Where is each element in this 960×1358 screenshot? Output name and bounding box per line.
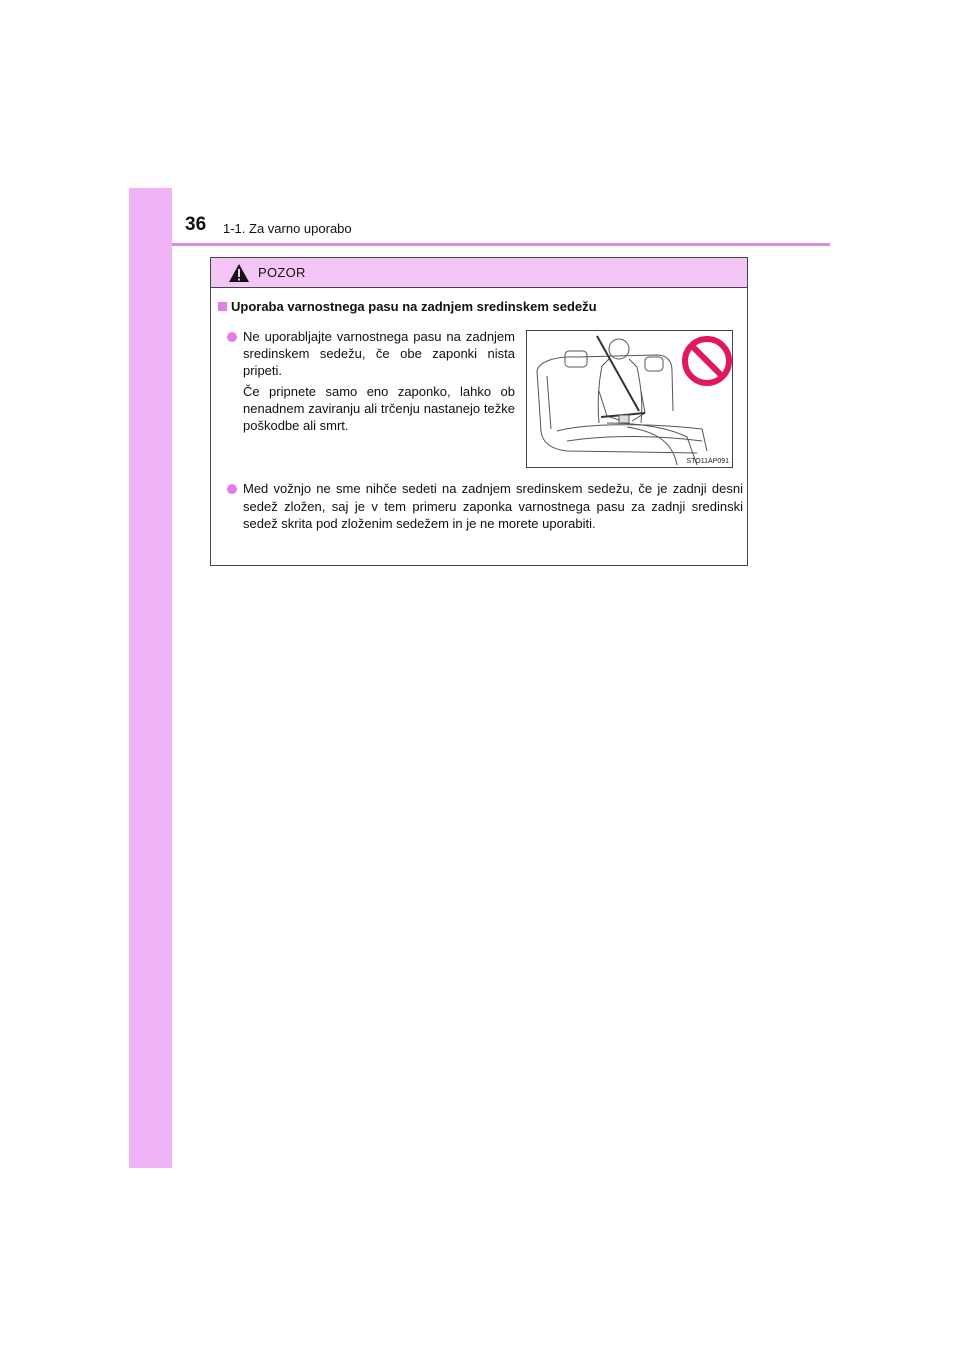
rear-seat-passenger-illustration [527, 331, 732, 467]
bullet-text: Ne uporabljajte varnostnega pasu na zadnjem sredinskem sedežu, če obe zaponki nista pripeti. [243, 329, 515, 378]
seatbelt-illustration [526, 330, 733, 468]
bullet-item [227, 480, 743, 533]
sidebar-tab [129, 188, 172, 1168]
bullet-item [227, 328, 515, 438]
caution-header [211, 258, 747, 288]
bullet-dot-icon [227, 484, 237, 494]
section-title: 1-1. Za varno uporabo [223, 221, 352, 236]
subheading-text: Uporaba varnostnega pasu na zadnjem sredinskem sedežu [231, 299, 597, 314]
square-bullet-icon [218, 302, 227, 311]
bullet-text: Med vožnjo ne sme nihče sedeti na zadnjem sredinskem sedežu, če je zadnji desni sedež zložen, saj je v tem primeru zaponka varnostnega pasu za zadnji sredinski sedež skrita pod zloženim sedežem in je ne morete uporabiti. [243, 481, 743, 531]
caution-label: POZOR [258, 265, 306, 280]
caution-subheading [218, 299, 597, 314]
header-rule [172, 243, 830, 246]
illustration-code: STO11AP091 [686, 458, 729, 465]
caution-box [210, 257, 748, 566]
page-number: 36 [185, 214, 207, 235]
bullet-text: Če pripnete samo eno zaponko, lahko ob nenadnem zaviranju ali trčenju nastanejo težke poškodbe ali smrt. [243, 384, 515, 433]
prohibition-icon [685, 339, 729, 383]
warning-triangle-icon [228, 263, 250, 283]
bullet-dot-icon [227, 332, 237, 342]
